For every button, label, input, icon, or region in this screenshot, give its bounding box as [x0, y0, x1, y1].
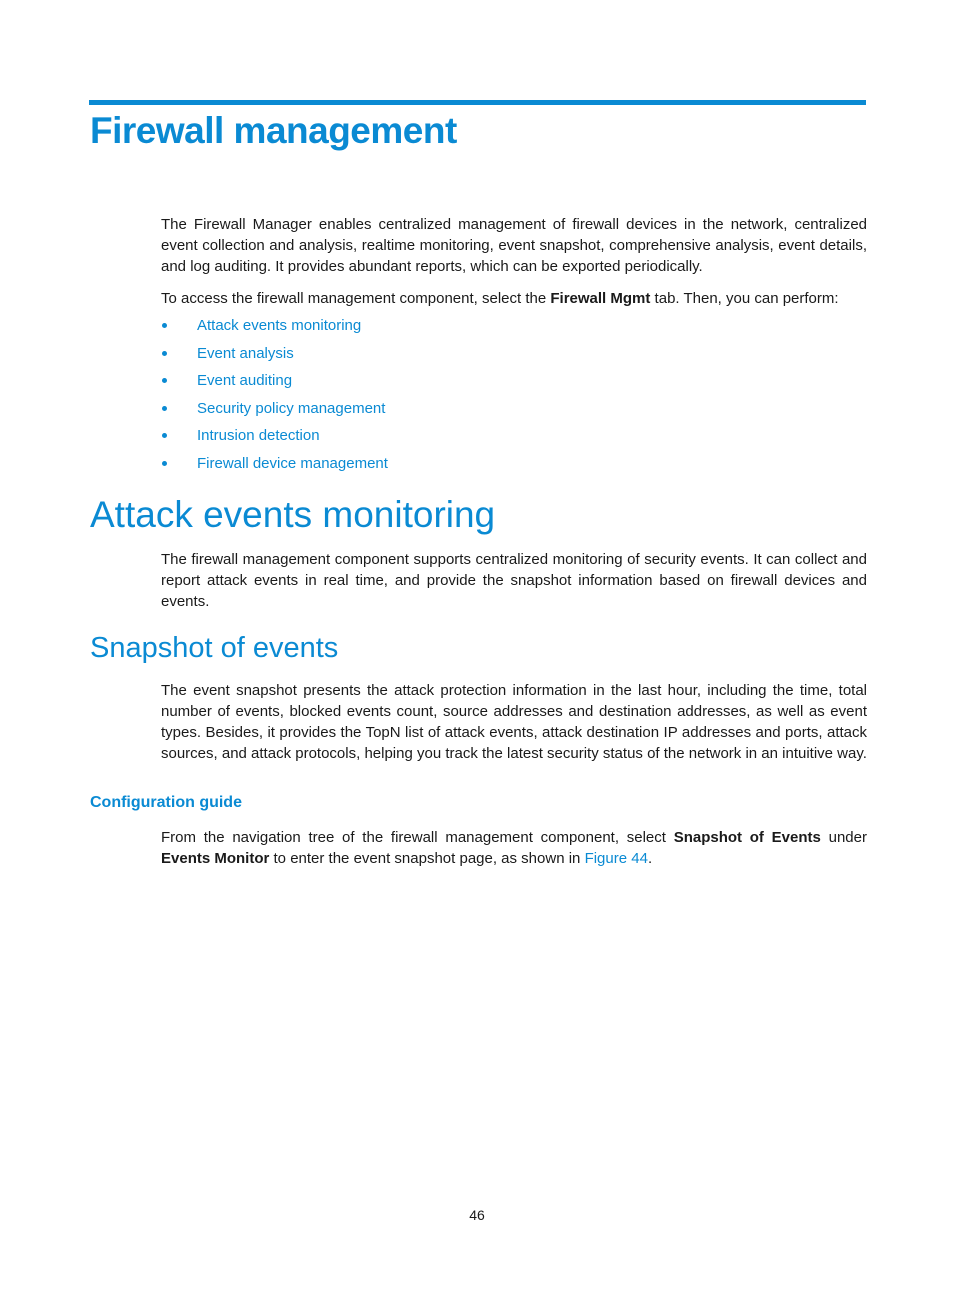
- bullet-icon: [162, 406, 167, 411]
- bullet-icon: [162, 378, 167, 383]
- link-firewall-device-management[interactable]: Firewall device management: [161, 454, 388, 482]
- snapshot-of-events-label: Snapshot of Events: [673, 829, 821, 846]
- chapter-title: Firewall management: [90, 110, 457, 151]
- link-security-policy-management[interactable]: Security policy management: [161, 399, 388, 427]
- chapter-top-rule: [89, 100, 866, 105]
- access-paragraph: [161, 288, 867, 309]
- link-intrusion-detection[interactable]: Intrusion detection: [161, 426, 388, 454]
- bullet-icon: [162, 433, 167, 438]
- snapshot-paragraph: The event snapshot presents the attack protection information in the last hour, including the time, total number of events, blocked events count, source addresses and destination addresses, as well as event types. Besides, it provides the TopN list of attack events, attack destination IP addresses and ports, attack sources, and attack protocols, helping you track the latest security status of the network in an intuitive way.: [161, 682, 867, 762]
- section-title-attack-events: Attack events monitoring: [90, 494, 496, 535]
- figure-44-link[interactable]: Figure 44: [584, 850, 648, 867]
- link-event-analysis[interactable]: Event analysis: [161, 344, 388, 372]
- events-monitor-label: Events Monitor: [161, 850, 270, 867]
- configuration-guide-paragraph: From the navigation tree of the firewall management component, select Snapshot of Events under Events Monitor to enter the event snapshot page, as shown in Figure 44.: [161, 829, 867, 867]
- page-number: 46: [469, 1207, 485, 1223]
- feature-link-list: [161, 316, 388, 482]
- link-event-auditing[interactable]: Event auditing: [161, 371, 388, 399]
- subsection-title-snapshot: Snapshot of events: [90, 632, 339, 664]
- configuration-guide-heading: Configuration guide: [90, 794, 242, 811]
- link-attack-events-monitoring[interactable]: Attack events monitoring: [161, 316, 388, 344]
- access-suffix: tab. Then, you can perform:: [650, 290, 839, 307]
- bullet-icon: [162, 351, 167, 356]
- intro-paragraph: The Firewall Manager enables centralized management of firewall devices in the network, centralized event collection and analysis, realtime monitoring, event snapshot, comprehensive analysis, event details, and log auditing. It provides abundant reports, which can be exported periodically.: [161, 216, 867, 275]
- access-prefix: To access the firewall management component, select the: [161, 290, 551, 307]
- bullet-icon: [162, 461, 167, 466]
- bullet-icon: [162, 323, 167, 328]
- firewall-mgmt-tab-name: Firewall Mgmt: [550, 290, 651, 307]
- attack-events-paragraph: The firewall management component supports centralized monitoring of security events. It can collect and report attack events in real time, and provide the snapshot information based on firewall devices and events.: [161, 551, 867, 610]
